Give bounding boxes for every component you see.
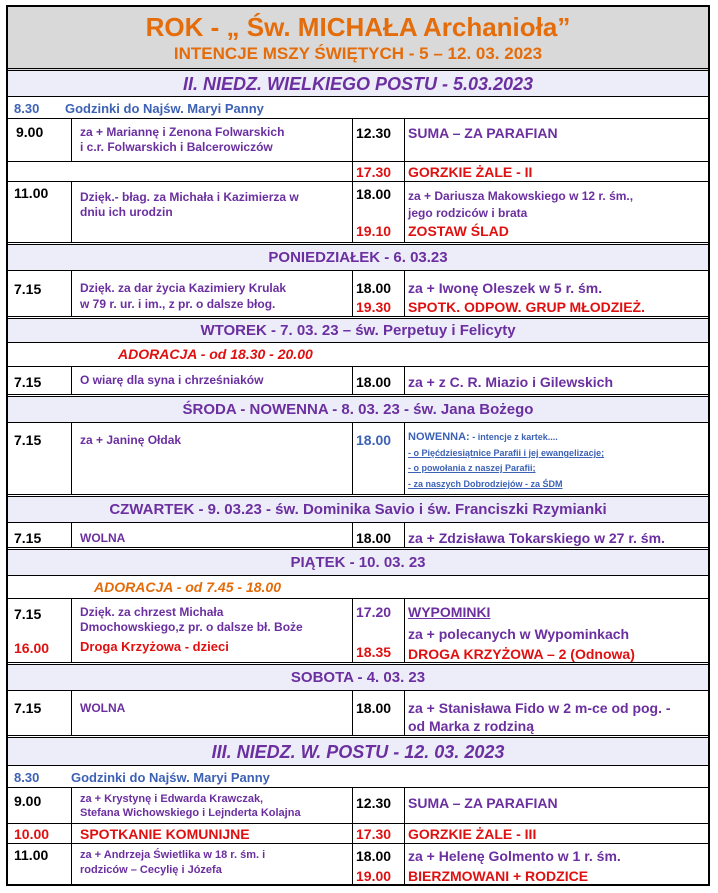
mass-row: 17.30 GORZKIE ŻALE - II xyxy=(8,162,708,182)
adoration-row: ADORACJA - od 7.45 - 18.00 xyxy=(8,576,708,599)
nowenna-title: NOWENNA: xyxy=(408,431,470,443)
day-heading-sunday1: II. NIEDZ. WIELKIEGO POSTU - 5.03.2023 xyxy=(8,71,708,97)
godzinki-row: 8.30 Godzinki do Najśw. Maryi Panny xyxy=(8,97,708,119)
mass-row: 7.15 Dzięk. za chrzest Michała Dmochowskiego,z pr. o dalsze bł. Boże 16.00 Droga Krzyżowa - dzieci 17.20 WYPOMINKI za + polecanych w Wypominkach 18.35 DROGA KRZYŻOWA – 2 (Odnowa) xyxy=(8,599,708,665)
page-subtitle: INTENCJE MSZY ŚWIĘTYCH - 5 – 12. 03. 2023 xyxy=(173,44,543,63)
mass-row: 7.15 WOLNA 18.00 za + Stanisława Fido w 2 m-ce od pog. - od Marka z rodziną xyxy=(8,691,708,738)
page-header xyxy=(8,7,708,71)
page-title: ROK - „ Św. MICHAŁA Archanioła” xyxy=(145,12,571,42)
mass-row: 11.00 Dzięk.- błag. za Michała i Kazimierza w dniu ich urodzin 18.00 za + Dariusza Makowskiego w 12 r. śm., jego rodziców i brata 19.10 ZOSTAW ŚLAD xyxy=(8,182,708,245)
day-heading-sunday2: III. NIEDZ. W. POSTU - 12. 03. 2023 xyxy=(8,738,708,766)
mass-row: 9.00 za + Mariannę i Zenona Folwarskich i c.r. Folwarskich i Balcerowiczów 12.30 SUMA – ZA PARAFIAN xyxy=(8,119,708,162)
day-heading-friday: PIĄTEK - 10. 03. 23 xyxy=(8,550,708,576)
mass-row: 7.15 WOLNA 18.00 za + Zdzisława Tokarskiego w 27 r. śm. xyxy=(8,523,708,550)
mass-row: 7.15 za + Janinę Ołdak 18.00 NOWENNA: - intencje z kartek.... - o Pięćdziesiątnice Parafii i jej ewangelizacje; - o powołania z naszej Parafii; - za naszych Dobrodziejów - za ŚDM xyxy=(8,423,708,497)
day-heading-saturday: SOBOTA - 4. 03. 23 xyxy=(8,665,708,691)
day-heading-wednesday: ŚRODA - NOWENNA - 8. 03. 23 - św. Jana Bożego xyxy=(8,397,708,423)
mass-row: 10.00 SPOTKANIE KOMUNIJNE 17.30 GORZKIE ŻALE - III xyxy=(8,824,708,844)
day-heading-thursday: CZWARTEK - 9. 03.23 - św. Dominika Savio i św. Franciszki Rzymianki xyxy=(8,497,708,523)
mass-row: 11.00 za + Andrzeja Świetlika w 18 r. śm. i rodziców – Cecylię i Józefa 18.00 za + Helenę Golmento w 1 r. śm. 19.00 BIERZMOWANI + RODZICE xyxy=(8,844,708,886)
mass-row: 7.15 Dzięk. za dar życia Kazimiery Krulak w 79 r. ur. i im., z pr. o dalsze błog. 18.00 za + Iwonę Oleszek w 5 r. śm. 19.30 SPOTK. ODPOW. GRUP MŁODZIEŻ. xyxy=(8,271,708,319)
day-heading-monday: PONIEDZIAŁEK - 6. 03.23 xyxy=(8,245,708,271)
mass-schedule xyxy=(6,5,710,886)
mass-row: 9.00 za + Krystynę i Edwarda Krawczak, Stefana Wichowskiego i Lejnderta Kolajna 12.30 SUMA – ZA PARAFIAN xyxy=(8,788,708,824)
day-heading-tuesday: WTOREK - 7. 03. 23 – św. Perpetuy i Felicyty xyxy=(8,319,708,343)
adoration-row: ADORACJA - od 18.30 - 20.00 xyxy=(8,343,708,367)
godzinki-row: 8.30 Godzinki do Najśw. Maryi Panny xyxy=(8,766,708,788)
mass-row: 7.15 O wiarę dla syna i chrześniaków 18.00 za + z C. R. Miazio i Gilewskich xyxy=(8,367,708,397)
